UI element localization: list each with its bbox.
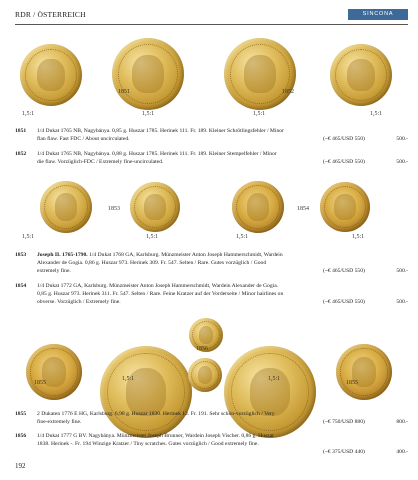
lot-label-1853: 1853 [108, 206, 120, 212]
lot-label-1854: 1854 [297, 206, 309, 212]
coin-1856-reverse [188, 358, 222, 392]
lot-estimate: (~€ 465/USD 550) [323, 299, 365, 305]
lot-label-1855: 1855 [34, 380, 46, 386]
lot-description: 1838. Herinek -. Fr. 194 Winzige Kratzer / Tiny scratches. Gutes vorzüglich / Good extremely fine. [37, 441, 259, 448]
lot-description: 1/4 Dukat 1765 NB, Nagybánya. 0,85 g. Huszar 1785. Herinek 111. Fr. 189. Kleiner Schrötlingsfehler / Minor [37, 128, 284, 134]
brand-logo: SINCONA [348, 9, 408, 20]
section-title: RDR / ÖSTERREICH [15, 10, 86, 19]
lot-price: 400.- [396, 449, 408, 455]
lot-number: 1851 [15, 128, 27, 134]
lot-number: 1852 [15, 151, 27, 157]
header-divider [15, 24, 408, 25]
scale-label: 1,5:1 [146, 234, 159, 240]
lot-description: 0,85 g. Huszar 973. Herinek 311. Fr. 547. Selten / Rare. Feine Kratzer auf der Vorderseite / Minor hairlines on [37, 291, 284, 298]
lot-description: 1/4 Dukat 1777 G BV. Nagybánya. Münzmeister Joseph Brunner, Wardein Joseph Vischer. 0,86 g. Huszar [37, 433, 274, 439]
lot-price: 500.- [396, 159, 408, 165]
lot-estimate: (~€ 465/USD 550) [323, 159, 365, 165]
lot-description: 1/4 Dukat 1768 GA, Karlsburg. Münzmeister Anton Joseph Hammerschmidt, Wardein [87, 252, 283, 258]
lot-label-1852: 1852 [282, 89, 294, 95]
lot-1854 [15, 282, 408, 308]
coin-1852-reverse [330, 44, 392, 106]
lot-description: 2 Dukaten 1776 E HG, Karlsburg. 6,98 g. Huszar 1830. Herinek 12. Fr. 191. Sehr schön-vorzüglich / Very [37, 411, 275, 417]
lot-estimate: (~€ 750/USD 880) [323, 419, 365, 425]
coin-1855-reverse [336, 344, 392, 400]
lot-label-1856: 1856 [196, 346, 208, 352]
lot-label-1851: 1851 [118, 89, 130, 95]
lot-description: flan flaw. Fast FDC / About uncirculated. [37, 136, 130, 143]
lot-1856 [15, 432, 408, 458]
scale-label: 1,5:1 [370, 111, 383, 117]
scale-label: 1,5:1 [142, 111, 155, 117]
lot-description: 1/4 Dukat 1765 NB, Nagybánya. 0,88 g. Huszar 1785. Herinek 111. Fr. 189. Kleiner Stempelfehler / Minor [37, 151, 277, 157]
coin-1851-obverse [20, 44, 82, 106]
lot-estimate: (~€ 465/USD 550) [323, 268, 365, 274]
lot-description: Alexander de Gogia. 0,86 g. Huszar 973. Herinek 309. Fr. 547. Selten / Rare. Gutes vorzüglich / Good [37, 260, 267, 267]
lot-description: obverse. Vorzüglich / Extremely fine. [37, 299, 121, 306]
scale-label: 1,5:1 [22, 111, 35, 117]
lot-description: fine-extremely fine. [37, 419, 82, 426]
lot-estimate: (~€ 465/USD 550) [323, 136, 365, 142]
lot-price: 500.- [396, 268, 408, 274]
coin-row-3 [0, 318, 418, 418]
page-header [15, 9, 408, 23]
scale-label: 1,5:1 [352, 234, 365, 240]
coin-1855-obverse [26, 344, 82, 400]
lot-1855 [15, 410, 408, 428]
lot-price: 800.- [396, 419, 408, 425]
lot-description: 1/4 Dukat 1772 GA, Karlsburg. Münzmeister Anton Joseph Hammerschmidt, Wardein Alexander de Gogia. [37, 283, 279, 289]
lot-estimate: (~€ 375/USD 440) [323, 449, 365, 455]
scale-label: 1,5:1 [122, 376, 135, 382]
lot-description: extremely fine. [37, 268, 71, 275]
coin-1854-obverse [232, 181, 284, 233]
page-number: 192 [15, 462, 26, 470]
coin-1851-reverse [112, 38, 184, 110]
lot-1852 [15, 150, 408, 168]
scale-label: 1,5:1 [22, 234, 35, 240]
scale-label: 1,5:1 [236, 234, 249, 240]
lot-price: 500.- [396, 299, 408, 305]
coin-1853-obverse [40, 181, 92, 233]
scale-label: 1,5:1 [253, 111, 266, 117]
coin-row-1 [0, 30, 418, 122]
lot-number: 1856 [15, 433, 27, 439]
coin-row-2 [0, 176, 418, 248]
ruler-heading: Joseph II. 1765-1790. [37, 252, 88, 258]
lot-number: 1854 [15, 283, 27, 289]
lot-number: 1855 [15, 411, 27, 417]
scale-label: 1,5:1 [268, 376, 281, 382]
coin-1854-reverse [320, 182, 370, 232]
lot-number: 1853 [15, 252, 27, 258]
coin-1852-obverse [224, 38, 296, 110]
lot-1851 [15, 127, 408, 145]
lot-label-1855: 1855 [346, 380, 358, 386]
lot-price: 500.- [396, 136, 408, 142]
lot-1853 [15, 251, 408, 277]
lot-description: die flaw. Vorzüglich-FDC / Extremely fine-uncirculated. [37, 159, 164, 166]
coin-1853-reverse [130, 182, 180, 232]
